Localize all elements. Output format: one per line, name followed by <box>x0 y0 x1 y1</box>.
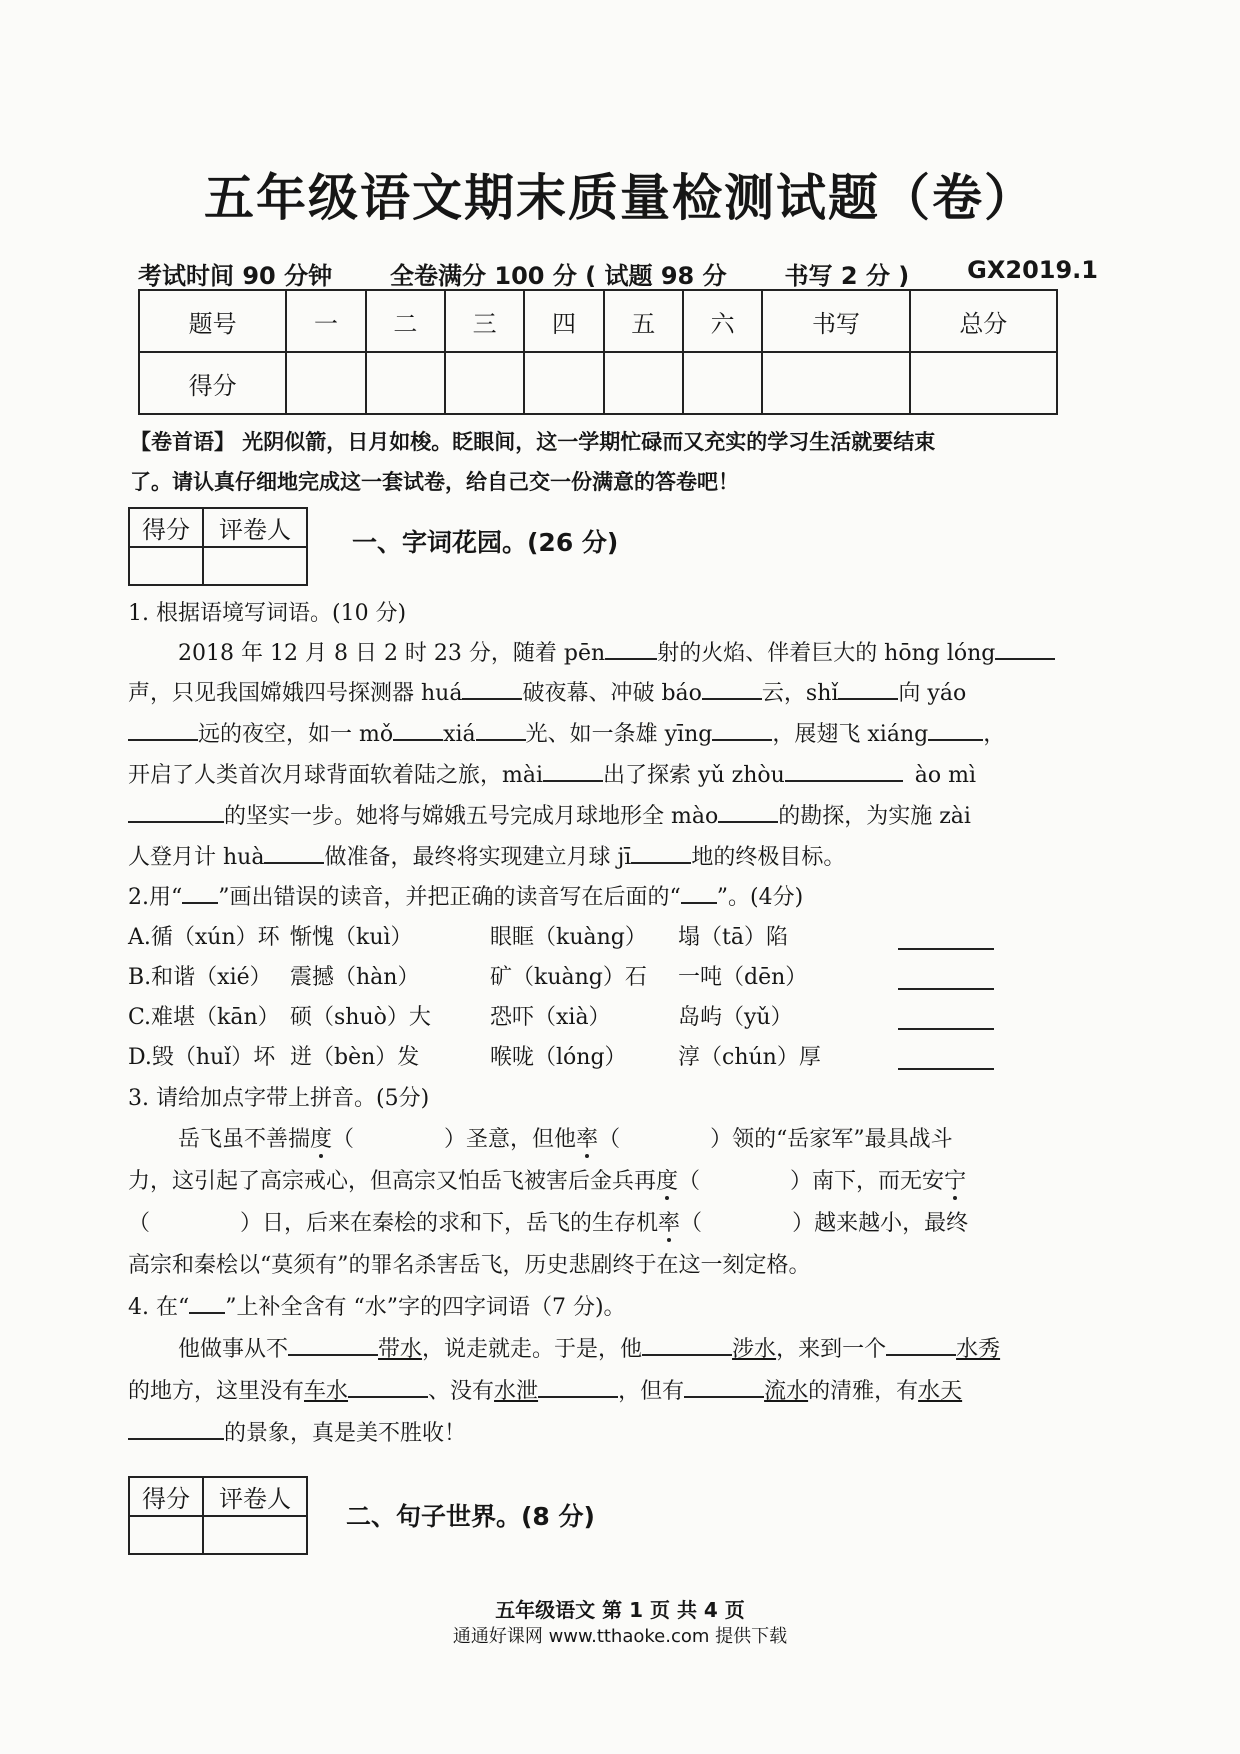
word: C.难堪（kān） <box>128 1005 280 1030</box>
text: ，说走就走。于是，他 <box>422 1337 643 1362</box>
text: 云，shǐ <box>761 681 839 706</box>
word: 塌（tā）陷 <box>678 925 788 950</box>
text: ，来到一个 <box>776 1337 887 1362</box>
word: D.毁（huǐ）坏 <box>128 1045 276 1070</box>
word: 喉咙（lóng） <box>490 1045 627 1070</box>
q2-title <box>128 880 803 911</box>
text: xiá <box>443 722 476 747</box>
word: 惭愧（kuì） <box>290 925 413 950</box>
score-header-cell: 四 <box>524 290 603 352</box>
answer-blank[interactable] <box>712 717 772 741</box>
answer-blank[interactable] <box>838 676 898 700</box>
text: （ <box>680 1211 703 1236</box>
source-footer: 通通好课网 www.tthaoke.com 提供下载 <box>452 1626 788 1647</box>
text: 2.用“ <box>128 885 183 910</box>
grader-score-label: 得分 <box>129 1477 203 1516</box>
text: ”。(4分) <box>716 885 804 910</box>
q1-line-3 <box>128 717 1005 748</box>
q3-line-1 <box>178 1122 953 1153</box>
exam-full-score: 全卷满分 100 分 ( 试题 98 分 <box>390 262 727 290</box>
grader-name-label: 评卷人 <box>203 1477 307 1516</box>
word: 一吨（dēn） <box>678 965 808 990</box>
grader-score-label: 得分 <box>129 508 203 547</box>
intro-line: 【卷首语】 光阴似箭，日月如梭。眨眼间，这一学期忙碌而又充实的学习生活就要结束 <box>130 429 936 454</box>
text: （ <box>128 1211 151 1236</box>
dotted-char: 度 <box>656 1169 679 1194</box>
text: ）越来越小，最终 <box>792 1211 969 1236</box>
answer-blank[interactable] <box>538 1374 618 1398</box>
grader-box-section1 <box>128 507 308 586</box>
q4-line-1 <box>178 1332 1000 1363</box>
score-header-cell: 书写 <box>762 290 909 352</box>
text: 2018 年 12 月 8 日 2 时 23 分，随着 pēn <box>178 641 606 666</box>
answer-blank[interactable] <box>702 676 762 700</box>
answer-blank[interactable] <box>264 840 324 864</box>
dotted-char: 率 <box>576 1127 599 1152</box>
text: ”画出错误的读音，并把正确的读音写在后面的“ <box>218 885 681 910</box>
text: 开启了人类首次月球背面软着陆之旅，mài <box>128 763 544 788</box>
score-cell[interactable] <box>524 352 603 414</box>
q1-title: 1. 根据语境写词语。(10 分) <box>128 601 407 626</box>
q3-line-2 <box>128 1164 966 1195</box>
answer-blank[interactable] <box>462 676 522 700</box>
score-header-cell: 题号 <box>139 290 286 352</box>
text: 声，只见我国嫦娥四号探测器 huá <box>128 681 463 706</box>
score-header-cell: 五 <box>604 290 683 352</box>
q3-line-4: 高宗和秦桧以“莫须有”的罪名杀害岳飞，历史悲剧终于在这一刻定格。 <box>128 1253 811 1278</box>
text: 地的终极目标。 <box>691 845 846 870</box>
score-header-cell: 二 <box>366 290 445 352</box>
text: 水天 <box>918 1379 963 1404</box>
q2-answer-line-a[interactable] <box>898 948 994 950</box>
q3-line-3 <box>128 1206 968 1237</box>
answer-blank[interactable] <box>476 717 526 741</box>
dotted-char: 率 <box>658 1211 681 1236</box>
text: ）领的“岳家军”最具战斗 <box>710 1127 953 1152</box>
word: 迸（bèn）发 <box>290 1045 420 1070</box>
q1-line-4 <box>128 758 976 789</box>
text: 、没有 <box>428 1379 495 1404</box>
page-footer: 五年级语文 第 1 页 共 4 页 <box>495 1598 745 1622</box>
answer-blank[interactable] <box>128 1416 224 1440</box>
score-header-cell: 六 <box>683 290 762 352</box>
score-cell[interactable] <box>286 352 365 414</box>
intro-line: 了。请认真仔细地完成这一套试卷，给自己交一份满意的答卷吧！ <box>130 469 739 494</box>
text: 破夜幕、冲破 báo <box>522 681 702 706</box>
text: 的地方，这里没有 <box>128 1379 305 1404</box>
answer-blank[interactable] <box>128 799 224 823</box>
score-cell[interactable] <box>762 352 909 414</box>
section2-title: 二、句子世界。(8 分) <box>346 1502 595 1531</box>
grader-name-cell[interactable] <box>203 547 307 585</box>
text: 水秀 <box>956 1337 1001 1362</box>
q2-answer-line-d[interactable] <box>898 1068 994 1070</box>
text: 的清雅，有 <box>808 1379 919 1404</box>
text: 光、如一条雄 yīng <box>525 722 713 747</box>
grader-name-label: 评卷人 <box>203 508 307 547</box>
underline-sample <box>681 880 717 904</box>
score-header-cell: 总分 <box>910 290 1057 352</box>
q4-line-2 <box>128 1374 962 1405</box>
text: 远的夜空，如一 mǒ <box>198 722 394 747</box>
score-cell[interactable] <box>366 352 445 414</box>
word: A.循（xún）环 <box>128 925 280 950</box>
word: 淳（chún）厚 <box>678 1045 821 1070</box>
text: ào mì <box>914 763 977 788</box>
answer-blank[interactable] <box>642 1332 732 1356</box>
score-table <box>138 289 1058 415</box>
q4-line-3 <box>128 1416 466 1447</box>
score-cell[interactable] <box>910 352 1057 414</box>
exam-code: GX2019.1 <box>967 256 1098 284</box>
q2-answer-line-c[interactable] <box>898 1028 994 1030</box>
exam-writing-score: 书写 2 分 ) <box>784 262 910 290</box>
text: 流水 <box>764 1379 809 1404</box>
grader-box-section2 <box>128 1476 308 1555</box>
q1-line-6 <box>128 840 845 871</box>
answer-blank[interactable] <box>631 840 691 864</box>
exam-time: 考试时间 90 分钟 <box>138 262 333 290</box>
text: 带水 <box>378 1337 423 1362</box>
word: 震撼（hàn） <box>290 965 420 990</box>
text: 向 yáo <box>898 681 967 706</box>
text: 的坚实一步。她将与嫦娥五号完成月球地形全 mào <box>224 804 719 829</box>
score-cell[interactable] <box>445 352 524 414</box>
text: 出了探索 yǔ zhòu <box>603 763 785 788</box>
text: 射的火焰、伴着巨大的 hōng lóng <box>657 641 996 666</box>
score-table-row <box>139 352 1057 414</box>
exam-title: 五年级语文期末质量检测试题（卷） <box>204 169 1036 227</box>
word: 硕（shuò）大 <box>290 1005 431 1030</box>
answer-blank[interactable] <box>928 717 983 741</box>
text: 岳飞虽不善揣 <box>178 1127 311 1152</box>
section1-title: 一、字词花园。(26 分) <box>352 528 619 557</box>
answer-blank[interactable] <box>785 758 903 782</box>
answer-blank[interactable] <box>886 1332 956 1356</box>
q1-line-2 <box>128 676 966 707</box>
answer-blank[interactable] <box>718 799 778 823</box>
dotted-char: 度 <box>310 1127 333 1152</box>
answer-blank[interactable] <box>543 758 603 782</box>
underline-sample <box>182 880 218 904</box>
q1-line-1 <box>178 636 1055 667</box>
word: 岛屿（yǔ） <box>678 1005 793 1030</box>
score-header-cell: 三 <box>445 290 524 352</box>
answer-blank[interactable] <box>684 1374 764 1398</box>
text: 的景象，真是美不胜收！ <box>224 1421 467 1446</box>
answer-blank[interactable] <box>393 717 443 741</box>
grader-name-cell[interactable] <box>203 1516 307 1554</box>
dotted-char: 宁 <box>944 1169 967 1194</box>
text: ”上补全含有 “水”字的四字词语（7 分)。 <box>225 1295 626 1320</box>
intro-text <box>130 422 1090 502</box>
text: 他做事从不 <box>178 1337 289 1362</box>
score-cell[interactable] <box>683 352 762 414</box>
text: （ <box>332 1127 355 1152</box>
text: ， <box>983 722 1006 747</box>
answer-blank[interactable] <box>128 717 198 741</box>
text: （ <box>678 1169 701 1194</box>
q4-title <box>128 1290 626 1321</box>
text: 车水 <box>304 1379 349 1404</box>
score-cell[interactable] <box>604 352 683 414</box>
score-table-header <box>139 290 1057 352</box>
text: （ <box>598 1127 621 1152</box>
answer-blank[interactable] <box>288 1332 378 1356</box>
score-row-label: 得分 <box>139 352 286 414</box>
q1-line-5 <box>128 799 971 830</box>
text: 人登月计 huà <box>128 845 265 870</box>
underline-sample <box>189 1290 225 1314</box>
grader-score-cell[interactable] <box>129 1516 203 1554</box>
answer-blank[interactable] <box>605 636 657 660</box>
grader-score-cell[interactable] <box>129 547 203 585</box>
text: ，但有 <box>618 1379 685 1404</box>
text: 水泄 <box>494 1379 539 1404</box>
text: ）南下，而无安 <box>790 1169 945 1194</box>
word: 眼眶（kuàng） <box>490 925 647 950</box>
answer-blank[interactable] <box>348 1374 428 1398</box>
answer-blank[interactable] <box>995 636 1055 660</box>
text: 的勘探，为实施 zài <box>778 804 971 829</box>
score-header-cell: 一 <box>286 290 365 352</box>
text: 力，这引起了高宗戒心，但高宗又怕岳飞被害后金兵再 <box>128 1169 657 1194</box>
word: 矿（kuàng）石 <box>490 965 647 990</box>
text: ）圣意，但他 <box>444 1127 577 1152</box>
text: ，展翅飞 xiáng <box>772 722 929 747</box>
q3-title: 3. 请给加点字带上拼音。(5分) <box>128 1086 430 1111</box>
text: 涉水 <box>732 1337 777 1362</box>
text: 4. 在“ <box>128 1295 190 1320</box>
word: B.和谐（xié） <box>128 965 272 990</box>
exam-info <box>138 256 1098 291</box>
word: 恐吓（xià） <box>490 1005 611 1030</box>
text: 做准备，最终将实现建立月球 jī <box>324 845 632 870</box>
text: ）日，后来在秦桧的求和下，岳飞的生存机 <box>240 1211 659 1236</box>
q2-answer-line-b[interactable] <box>898 988 994 990</box>
